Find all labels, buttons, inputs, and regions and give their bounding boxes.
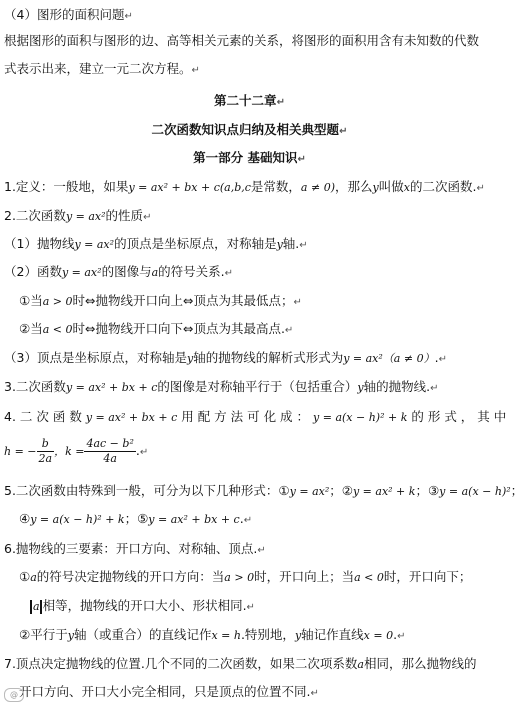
text-line: （1）抛物线y = ax²的顶点是坐标原点，对称轴是y轴.↵	[4, 236, 308, 251]
text-line: 6.抛物线的三要素：开口方向、对称轴、顶点.↵	[4, 541, 266, 556]
watermark-logo-icon: @	[4, 688, 24, 702]
formula-line: h = − $\frac{b}{2a}$ ，k = $\frac{\text{4ac − b²}}{4a}$ .↵	[4, 437, 149, 465]
text-line: ②平行于y轴（或重合）的直线记作x = h.特别地，y轴记作直线x = 0.↵	[19, 627, 406, 642]
section-title: 二次函数知识点归纳及相关典型题↵	[151, 122, 348, 137]
text-line: 4. 二 次 函 数 y = ax² + bx + c 用 配 方 法 可 化 成 ： y = a(x − h)² + k 的 形 式 ， 其 中	[4, 409, 507, 424]
text-line: ②当a < 0时⇔抛物线开口向下⇔顶点为其最高点.↵	[19, 321, 294, 336]
fraction: $\frac{b}{2a}$	[38, 437, 53, 465]
text-line: ①当a > 0时⇔抛物线开口向上⇔顶点为其最低点；↵	[19, 293, 302, 308]
definition-line: 1.定义：一般地，如果y = ax² + bx + c(a,b,c是常数，a ≠ 0)，那么y叫做x的二次函数.↵	[4, 179, 485, 194]
text-line: （4）图形的面积问题↵	[4, 7, 133, 22]
text-line: ④y = a(x − h)² + k；⑤y = ax² + bx + c.↵	[19, 511, 253, 526]
chapter-title: 第二十二章↵	[214, 93, 285, 108]
text-line: a 相等，抛物线的开口大小、形状相同.↵	[30, 597, 495, 617]
text-line: （2）函数y = ax²的图像与a的符号关系.↵	[4, 264, 234, 279]
fraction: $\frac{\text{4ac − b²}}{4a}$	[86, 437, 134, 465]
text-line: ①a的符号决定抛物线的开口方向：当a > 0时，开口向上；当a < 0时，开口向下；	[19, 569, 472, 584]
text-line: 开口方向、开口大小完全相同，只是顶点的位置不同.↵	[19, 684, 319, 699]
part-title: 第一部分 基础知识↵	[193, 150, 306, 165]
text-line: 3.二次函数y = ax² + bx + c的图像是对称轴平行于（包括重合）y轴的抛物线.↵	[4, 379, 439, 394]
text-line: 2.二次函数y = ax²的性质↵	[4, 208, 152, 223]
text-line: 7.顶点决定抛物线的位置.几个不同的二次函数，如果二次项系数a相同，那么抛物线的	[4, 656, 477, 671]
text-line: 式表示出来，建立一元二次方程。↵	[4, 61, 200, 76]
text-line: 根据图形的面积与图形的边、高等相关元素的关系，将图形的面积用含有未知数的代数	[4, 33, 480, 48]
text-line: （3）顶点是坐标原点，对称轴是y轴的抛物线的解析式形式为y = ax²（a ≠ 0）.↵	[4, 350, 447, 365]
text-line: 5.二次函数由特殊到一般，可分为以下几种形式：①y = ax²；②y = ax² + k；③y = a(x − h)²；	[4, 483, 523, 498]
